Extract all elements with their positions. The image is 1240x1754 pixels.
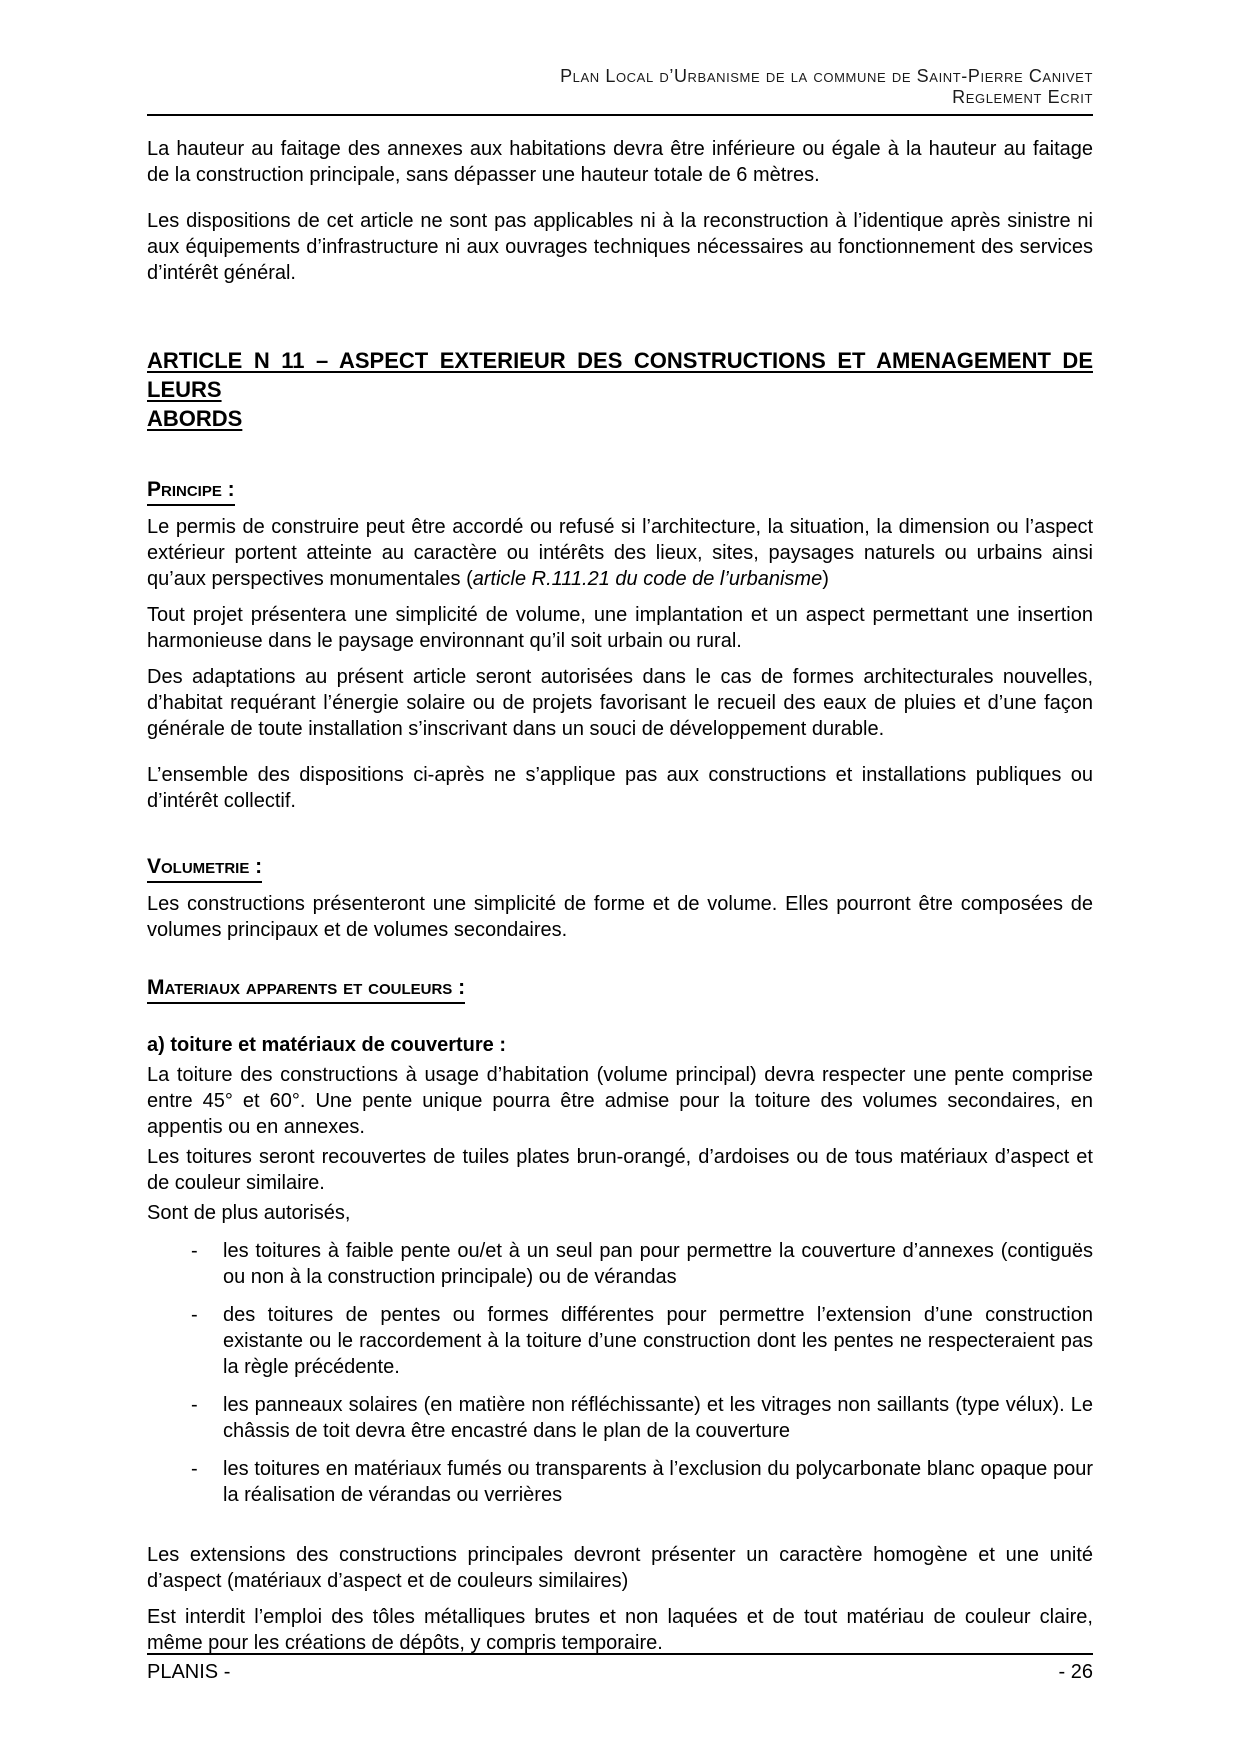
page-header (147, 66, 1093, 116)
principe-heading (147, 477, 1093, 506)
list-item-text: les toitures à faible pente ou/et à un seul pan pour permettre la couverture d’annexes (contiguës ou non à la construction principale) ou de vérandas (223, 1240, 1093, 1288)
list-item (147, 1456, 1093, 1508)
list-item-text: les toitures en matériaux fumés ou transparents à l’exclusion du polycarbonate blanc opaque pour la réalisation de vérandas ou verrières (223, 1458, 1093, 1506)
paragraph-adaptations: Des adaptations au présent article seront autorisées dans le cas de formes architecturales nouvelles, d’habitat requérant l’énergie solaire ou de projets favorisant le recueil des eaux de pluies et d’une façon générale de toute installation s’inscrivant dans un souci de développement durable. (147, 666, 1093, 740)
list-item (147, 1238, 1093, 1290)
bullet-marker: - (191, 1304, 198, 1326)
principe-heading-text: Principe : (147, 477, 235, 506)
bullet-marker: - (191, 1240, 198, 1262)
list-item-text: des toitures de pentes ou formes différentes pour permettre l’extension d’une construction existante ou le raccordement à la toiture d’une construction dont les pentes ne respecteraient pas la règle précédente. (223, 1304, 1093, 1378)
paragraph-extensions: Les extensions des constructions principales devront présenter un caractère homogène et une unité d’aspect (matériaux d’aspect et de couleurs similaires) (147, 1544, 1093, 1592)
bullet-marker: - (191, 1458, 198, 1480)
paragraph-permis-construire (147, 514, 1093, 592)
paragraph-constructions-simplicite: Les constructions présenteront une simplicité de forme et de volume. Elles pourront être composées de volumes principaux et de volumes secondaires. (147, 893, 1093, 941)
footer-page-number: - 26 (1058, 1661, 1093, 1683)
paragraph-dispositions-article: Les dispositions de cet article ne sont pas applicables ni à la reconstruction à l’identique après sinistre ni aux équipements d’infrastructure ni aux ouvrages techniques nécessaires au fonctionnement des services d’intérêt général. (147, 210, 1093, 284)
toiture-sub-heading: a) toiture et matériaux de couverture : (147, 1034, 506, 1056)
paragraph-tuiles-plates: Les toitures seront recouvertes de tuiles plates brun-orangé, d’ardoises ou de tous matériaux d’aspect et de couleur similaire. (147, 1146, 1093, 1194)
volumetrie-heading-text: Volumetrie : (147, 854, 262, 883)
toitures-autorisees-list (147, 1238, 1093, 1508)
header-title: Plan Local d’Urbanisme de la commune de Saint-Pierre Canivet (560, 66, 1093, 86)
materiaux-heading-text: Materiaux apparents et couleurs : (147, 975, 465, 1004)
header-rule (147, 114, 1093, 116)
paragraph-tout-projet: Tout projet présentera une simplicité de volume, une implantation et un aspect permettant une insertion harmonieuse dans le paysage environnant qu’il soit urbain ou rural. (147, 604, 1093, 652)
header-subtitle: Reglement Ecrit (952, 87, 1093, 107)
bullet-marker: - (191, 1394, 198, 1416)
paragraph-sont-autorises: Sont de plus autorisés, (147, 1202, 351, 1224)
paragraph-hauteur-annexes: La hauteur au faitage des annexes aux habitations devra être inférieure ou égale à la hauteur au faitage de la construction principale, sans dépasser une hauteur totale de 6 mètres. (147, 138, 1093, 186)
paragraph-toles-interdites: Est interdit l’emploi des tôles métalliques brutes et non laquées et de tout matériau de couleur claire, même pour les créations de dépôts, y compris temporaire. (147, 1606, 1093, 1654)
article-heading-line2: ABORDS (147, 406, 243, 431)
list-item-text: les panneaux solaires (en matière non réfléchissante) et les vitrages non saillants (type vélux). Le châssis de toit devra être encastré dans le plan de la couverture (223, 1394, 1093, 1442)
list-item (147, 1392, 1093, 1444)
volumetrie-heading (147, 854, 1093, 883)
page-footer (147, 1653, 1093, 1684)
permis-text-italic-reference: article R.111.21 du code de l’urbanisme (472, 568, 823, 590)
permis-text-close-paren: ) (822, 568, 829, 590)
footer-author: PLANIS - (147, 1661, 231, 1683)
paragraph-ensemble-dispositions: L’ensemble des dispositions ci-après ne s’applique pas aux constructions et installations publiques ou d’intérêt collectif. (147, 764, 1093, 812)
list-item (147, 1302, 1093, 1380)
materiaux-heading (147, 975, 1093, 1004)
paragraph-toiture-pente: La toiture des constructions à usage d’habitation (volume principal) devra respecter une pente comprise entre 45° et 60°. Une pente unique pourra être admise pour la toiture des volumes secondaires, en appentis ou en annexes. (147, 1064, 1093, 1138)
permis-text-normal: Le permis de construire peut être accordé ou refusé si l’architecture, la situation, la dimension ou l’aspect extérieur portent atteinte au caractère ou intérêts des lieux, sites, paysages naturels ou urbains ainsi qu’aux perspectives monumentales ( (147, 516, 1093, 590)
article-n11-heading (147, 346, 1093, 433)
article-heading-line1: ARTICLE N 11 – ASPECT EXTERIEUR DES CONSTRUCTIONS ET AMENAGEMENT DE LEURS (147, 348, 1093, 402)
